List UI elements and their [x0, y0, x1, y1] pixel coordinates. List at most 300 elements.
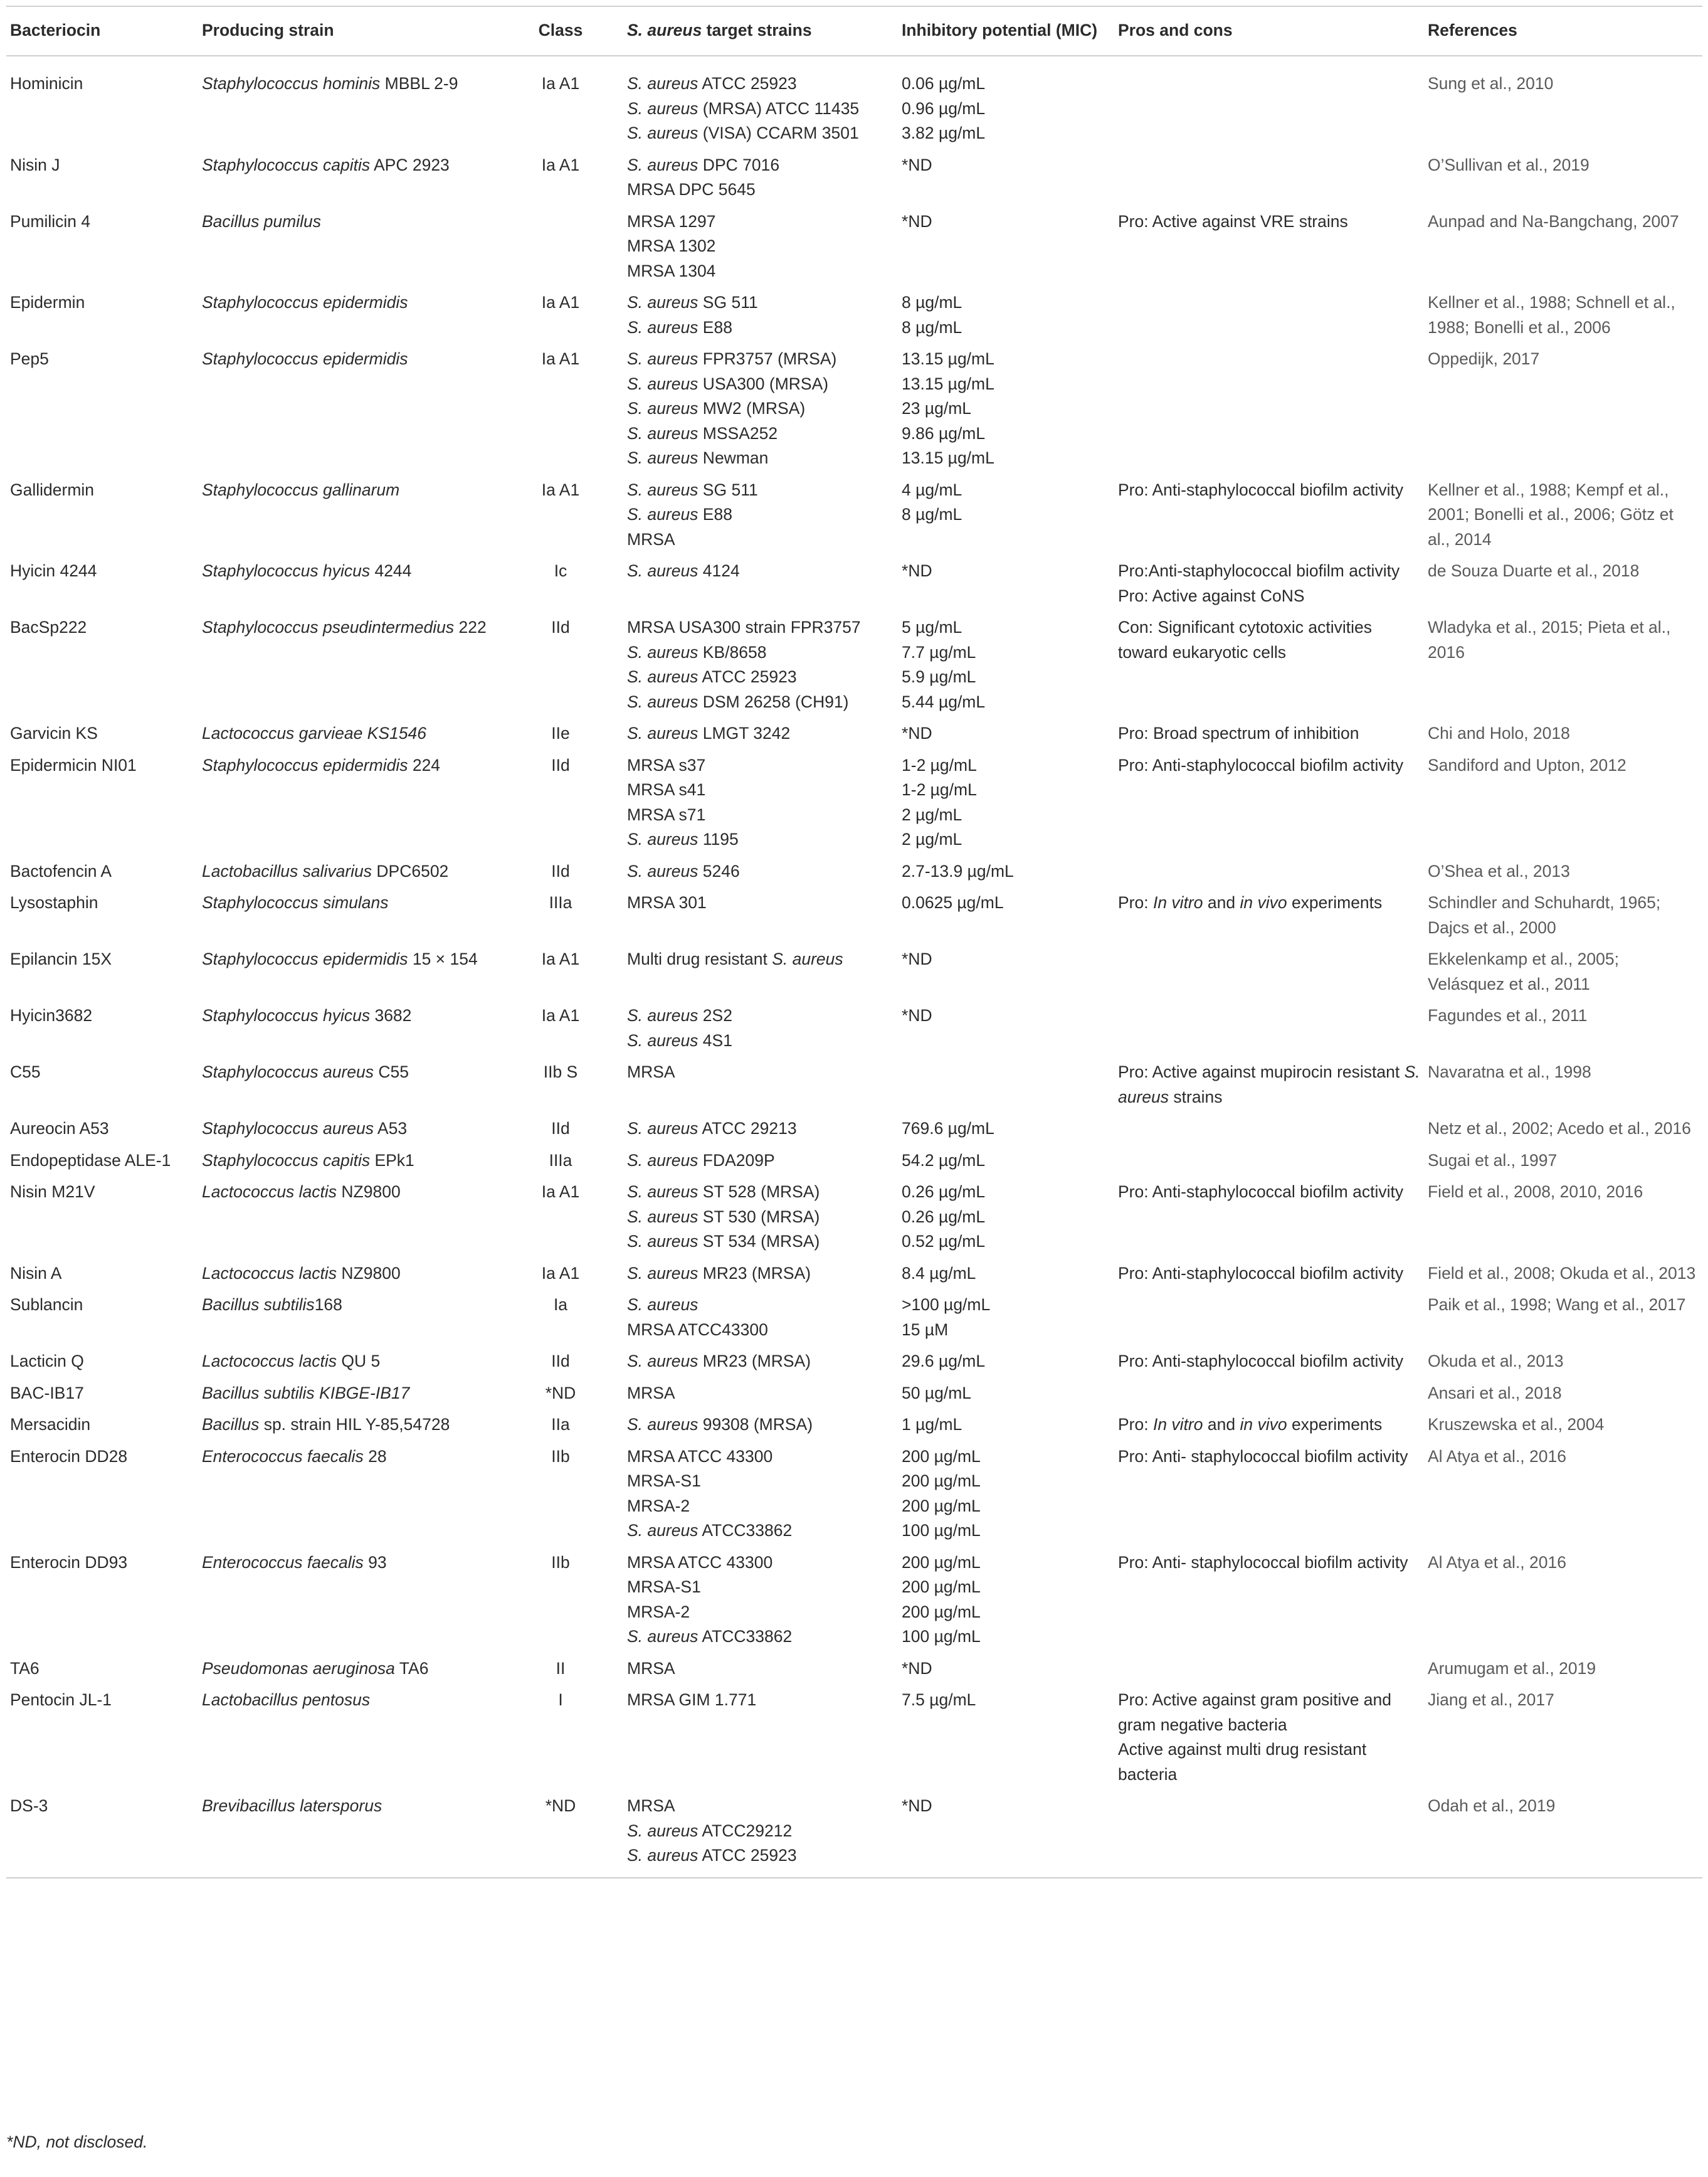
mic-value: 8 µg/mL — [902, 317, 962, 337]
table-row — [6, 1345, 1702, 1377]
producing-strain-text: DPC6502 — [372, 861, 449, 881]
producing-strain-text: Lactococcus lactis — [202, 1352, 337, 1370]
bacteriocin-name: Hyicin 4244 — [10, 561, 97, 580]
target-strain-line-text: S. aureus — [627, 642, 698, 662]
target-strain-line — [627, 721, 894, 746]
pros-cons-cell — [1114, 855, 1424, 887]
mic-value: 100 µg/mL — [902, 1521, 981, 1540]
target-strain-line — [627, 1600, 894, 1625]
mic-value: 5.9 µg/mL — [902, 667, 976, 686]
mic-cell — [898, 1176, 1114, 1258]
target-strain-line-text: ATCC33862 — [698, 1627, 793, 1646]
target-strain-line-text: MRSA — [627, 1062, 675, 1081]
table-row — [6, 1289, 1702, 1345]
target-strain-line-text: ST 534 (MRSA) — [698, 1232, 820, 1251]
target-strain-line — [627, 1624, 894, 1650]
mic-cell — [898, 149, 1114, 206]
producing-strain-text: Staphylococcus capitis — [202, 1150, 371, 1170]
bacteriocin-name: Hominicin — [10, 74, 83, 93]
class-cell — [498, 1790, 623, 1878]
producing-strain-cell — [198, 1377, 498, 1409]
bacteriocin-name-cell — [6, 750, 198, 855]
bacteriocin-name-cell — [6, 1441, 198, 1547]
references-cell — [1424, 943, 1702, 1000]
class-value: IIb S — [543, 1062, 578, 1081]
pros-cons-line-text: Pro: Broad spectrum of inhibition — [1118, 724, 1359, 743]
target-strain-line — [627, 446, 894, 471]
mic-value: *ND — [902, 211, 932, 231]
table-row — [6, 287, 1702, 343]
header-bacteriocin: Bacteriocin — [6, 6, 198, 56]
pros-cons-line-text: Pro: Anti- staphylococcal biofilm activity — [1118, 1446, 1408, 1466]
class-cell — [498, 1145, 623, 1177]
mic-value: *ND — [902, 1006, 932, 1025]
pros-cons-line — [1118, 584, 1420, 609]
header-row — [6, 6, 1702, 56]
target-strain-line-text: S. aureus — [627, 1232, 698, 1251]
target-strain-line-text: MRSA USA300 strain FPR3757 — [627, 618, 861, 637]
target-strain-line-text: S. aureus — [627, 692, 698, 711]
target-strain-line — [627, 690, 894, 715]
bacteriocin-name: Enterocin DD28 — [10, 1446, 128, 1466]
producing-strain-text: 15 × 154 — [408, 950, 478, 968]
target-strain-line-text: Multi drug resistant — [627, 950, 772, 968]
bacteriocin-name: Epilancin 15X — [10, 950, 112, 968]
target-strain-line-text: DPC 7016 — [698, 155, 780, 174]
producing-strain-text: NZ9800 — [337, 1182, 401, 1201]
mic-cell — [898, 1653, 1114, 1685]
mic-cell — [898, 56, 1114, 149]
reference-text: Aunpad and Na-Bangchang, 2007 — [1428, 211, 1679, 231]
class-cell — [498, 887, 623, 943]
target-strain-line-text: (MRSA) ATCC 11435 — [698, 98, 860, 118]
mic-value: 13.15 µg/mL — [902, 374, 994, 393]
target-strain-line — [627, 153, 894, 178]
table-row — [6, 1258, 1702, 1290]
reference-text: Sugai et al., 1997 — [1428, 1150, 1558, 1170]
target-strains-cell — [623, 1345, 898, 1377]
target-strain-line — [627, 315, 894, 341]
producing-strain-text: A53 — [374, 1119, 408, 1138]
target-strain-line-text: S. aureus — [627, 480, 698, 499]
mic-cell — [898, 943, 1114, 1000]
pros-cons-line — [1118, 1180, 1420, 1205]
target-strain-line — [627, 259, 894, 284]
mic-value: 54.2 µg/mL — [902, 1150, 986, 1170]
mic-cell — [898, 1113, 1114, 1145]
producing-strain-text: 3682 — [370, 1006, 412, 1025]
target-strain-line-text: S. aureus — [627, 399, 698, 418]
target-strain-line-text: S. aureus — [627, 505, 698, 524]
bacteriocin-name-cell — [6, 1000, 198, 1056]
producing-strain-text: QU 5 — [337, 1352, 381, 1370]
target-strain-line — [627, 502, 894, 527]
mic-cell — [898, 855, 1114, 887]
pros-cons-line-text: In vitro — [1152, 1415, 1203, 1434]
target-strains-cell — [623, 1176, 898, 1258]
target-strains-cell — [623, 1409, 898, 1441]
table-row — [6, 1377, 1702, 1409]
pros-cons-cell — [1114, 1377, 1424, 1409]
mic-value: 50 µg/mL — [902, 1383, 972, 1402]
header-target-strains — [623, 6, 898, 56]
references-cell — [1424, 149, 1702, 206]
producing-strain-cell — [198, 1653, 498, 1685]
pros-cons-cell — [1114, 1258, 1424, 1290]
class-cell — [498, 1176, 623, 1258]
target-strain-line — [627, 803, 894, 828]
target-strain-line-text: S. aureus — [627, 423, 698, 443]
producing-strain-text: Bacillus — [202, 1415, 260, 1434]
mic-cell — [898, 1000, 1114, 1056]
target-strain-line — [627, 1819, 894, 1844]
table-row — [6, 943, 1702, 1000]
producing-strain-text: sp. strain HIL Y-85,54728 — [259, 1415, 450, 1434]
producing-strain-cell — [198, 718, 498, 750]
target-strain-line-text: S. aureus — [627, 155, 698, 174]
producing-strain-text: Lactobacillus salivarius — [202, 861, 372, 881]
pros-cons-line-text: Pro: Active against gram positive and gram negative bacteria — [1118, 1690, 1392, 1734]
bacteriocin-name: Gallidermin — [10, 480, 95, 499]
bacteriocin-name: Mersacidin — [10, 1415, 91, 1434]
target-strain-line-text: 4124 — [698, 561, 740, 580]
references-cell — [1424, 718, 1702, 750]
bacteriocin-name-cell — [6, 1145, 198, 1177]
producing-strain-cell — [198, 1113, 498, 1145]
pros-cons-line — [1118, 1444, 1420, 1470]
bacteriocin-name: BacSp222 — [10, 618, 87, 637]
table-row — [6, 1056, 1702, 1113]
class-value: Ia A1 — [541, 1182, 580, 1201]
table-row — [6, 1653, 1702, 1685]
bacteriocin-name-cell — [6, 612, 198, 718]
mic-value: 23 µg/mL — [902, 399, 972, 418]
target-strain-line-text: ATCC33862 — [698, 1521, 793, 1540]
reference-text: Kellner et al., 1988; Schnell et al., 1988; Bonelli et al., 2006 — [1428, 293, 1675, 337]
mic-cell — [898, 1377, 1114, 1409]
target-strain-line — [627, 1004, 894, 1029]
bacteriocin-name-cell — [6, 943, 198, 1000]
producing-strain-text: 222 — [454, 618, 487, 637]
class-cell — [498, 1409, 623, 1441]
producing-strain-text: Pseudomonas aeruginosa — [202, 1658, 395, 1678]
reference-text: Wladyka et al., 2015; Pieta et al., 2016 — [1428, 618, 1671, 662]
producing-strain-text: APC 2923 — [370, 155, 450, 174]
class-cell — [498, 56, 623, 149]
producing-strain-cell — [198, 1345, 498, 1377]
pros-cons-cell — [1114, 56, 1424, 149]
target-strain-line-text: MRSA s37 — [627, 755, 706, 775]
target-strains-cell — [623, 206, 898, 287]
target-strain-line-text: SG 511 — [698, 293, 758, 312]
target-strain-line-text: ATCC 25923 — [698, 1846, 797, 1865]
bacteriocin-name-cell — [6, 206, 198, 287]
producing-strain-cell — [198, 287, 498, 343]
producing-strain-text: Staphylococcus simulans — [202, 893, 389, 912]
target-strain-line — [627, 290, 894, 315]
producing-strain-text: Staphylococcus aureus — [202, 1062, 374, 1081]
producing-strain-text: Staphylococcus epidermidis — [202, 755, 408, 775]
bacteriocin-name: Pentocin JL-1 — [10, 1690, 112, 1709]
target-strain-line-text: MRSA DPC 5645 — [627, 180, 756, 199]
mic-cell — [898, 343, 1114, 474]
target-strain-line-text: MRSA s71 — [627, 805, 706, 824]
references-cell — [1424, 1409, 1702, 1441]
mic-cell — [898, 718, 1114, 750]
mic-cell — [898, 1345, 1114, 1377]
class-value: Ia A1 — [541, 74, 580, 93]
pros-cons-line-text: Pro: Active against VRE strains — [1118, 211, 1348, 231]
target-strain-line-text: S. aureus — [627, 1263, 698, 1283]
mic-value: 29.6 µg/mL — [902, 1352, 986, 1370]
class-cell — [498, 1684, 623, 1790]
reference-text: Ansari et al., 2018 — [1428, 1383, 1562, 1402]
mic-value: 8.4 µg/mL — [902, 1263, 976, 1283]
target-strain-line — [627, 421, 894, 447]
mic-value: *ND — [902, 155, 932, 174]
target-strain-line — [627, 615, 894, 640]
bacteriocin-name-cell — [6, 1684, 198, 1790]
target-strains-cell — [623, 612, 898, 718]
target-strain-line-text: 4S1 — [698, 1030, 732, 1050]
bacteriocin-name: DS-3 — [10, 1796, 48, 1815]
references-cell — [1424, 1441, 1702, 1547]
producing-strain-cell — [198, 1056, 498, 1113]
references-cell — [1424, 1547, 1702, 1653]
target-strain-line-text: 1195 — [698, 830, 739, 849]
mic-value: 0.26 µg/mL — [902, 1207, 986, 1226]
class-value: Ia A1 — [541, 155, 580, 174]
references-cell — [1424, 612, 1702, 718]
target-strains-cell — [623, 1441, 898, 1547]
mic-value: 15 µM — [902, 1320, 949, 1339]
bacteriocin-name-cell — [6, 1289, 198, 1345]
target-strain-line-text: MRSA ATCC 43300 — [627, 1446, 773, 1466]
target-strain-line — [627, 947, 894, 972]
target-strain-line-text: S. aureus — [627, 667, 698, 686]
pros-cons-line-text: Pro: Active against CoNS — [1118, 586, 1305, 605]
mic-cell — [898, 1790, 1114, 1878]
target-strain-line — [627, 97, 894, 122]
target-strain-line — [627, 1656, 894, 1682]
pros-cons-cell — [1114, 1790, 1424, 1878]
class-value: Ia A1 — [541, 480, 580, 499]
class-value: IIe — [551, 724, 570, 743]
target-strain-line-text: S. aureus — [627, 1846, 698, 1865]
target-strain-line — [627, 478, 894, 503]
pros-cons-line-text: Pro: Anti-staphylococcal biofilm activity — [1118, 755, 1404, 775]
target-strain-line-text: S. aureus — [627, 1182, 698, 1201]
bacteriocin-name-cell — [6, 1113, 198, 1145]
references-cell — [1424, 287, 1702, 343]
producing-strain-text: 4244 — [370, 561, 412, 580]
target-strains-cell — [623, 1258, 898, 1290]
producing-strain-text: Lactococcus garvieae KS1546 — [202, 724, 426, 743]
mic-cell — [898, 612, 1114, 718]
reference-text: O’Shea et al., 2013 — [1428, 861, 1570, 881]
bacteriocin-name-cell — [6, 718, 198, 750]
target-strain-line-text: MRSA 1297 — [627, 211, 716, 231]
class-value: IId — [551, 618, 570, 637]
target-strain-line-text: S. aureus — [627, 1521, 698, 1540]
target-strain-line-text: MRSA — [627, 1796, 675, 1815]
target-strain-line-text: SG 511 — [698, 480, 758, 499]
table-footnote: *ND, not disclosed. — [6, 2132, 148, 2151]
bacteriocin-name-cell — [6, 1547, 198, 1653]
mic-value: 13.15 µg/mL — [902, 349, 994, 368]
references-cell — [1424, 1684, 1702, 1790]
bacteriocin-name: Enterocin DD93 — [10, 1552, 128, 1572]
target-strain-line-text: S. aureus — [627, 98, 698, 118]
pros-cons-line-text: in vivo — [1240, 893, 1287, 912]
reference-text: Schindler and Schuhardt, 1965; Dajcs et al., 2000 — [1428, 893, 1661, 937]
bacteriocin-name: Nisin J — [10, 155, 60, 174]
target-strain-line-text: S. aureus — [627, 724, 698, 743]
target-strain-line-text: S. aureus — [627, 124, 698, 142]
mic-cell — [898, 206, 1114, 287]
references-cell — [1424, 1176, 1702, 1258]
bacteriocin-name-cell — [6, 1653, 198, 1685]
target-strain-line-text: ATCC 25923 — [698, 667, 797, 686]
pros-cons-line-text: S. aureus — [1118, 1062, 1420, 1106]
target-strain-line — [627, 209, 894, 235]
target-strain-line-text: S. aureus — [627, 1207, 698, 1226]
pros-cons-cell — [1114, 1441, 1424, 1547]
pros-cons-cell — [1114, 1345, 1424, 1377]
bacteriocin-name-cell — [6, 1258, 198, 1290]
pros-cons-line-text: in vivo — [1240, 1415, 1287, 1434]
class-value: Ic — [554, 561, 567, 580]
bacteriocin-name-cell — [6, 287, 198, 343]
header-target-italic: S. aureus — [627, 21, 702, 40]
class-cell — [498, 1441, 623, 1547]
bacteriocin-name: Epidermin — [10, 293, 85, 312]
pros-cons-cell — [1114, 1056, 1424, 1113]
target-strain-line — [627, 1381, 894, 1406]
bacteriocin-name: Garvicin KS — [10, 724, 98, 743]
mic-value: 7.7 µg/mL — [902, 642, 976, 662]
target-strain-line — [627, 1843, 894, 1868]
target-strains-cell — [623, 718, 898, 750]
target-strain-line-text: FDA209P — [698, 1150, 775, 1170]
table-header — [6, 6, 1702, 56]
bacteriocin-name-cell — [6, 474, 198, 556]
producing-strain-text: Staphylococcus hominis — [202, 74, 381, 93]
target-strain-line-text: MRSA ATCC 43300 — [627, 1552, 773, 1572]
target-strain-line — [627, 1229, 894, 1254]
class-cell — [498, 474, 623, 556]
target-strain-line-text: S. aureus — [627, 1006, 698, 1025]
reference-text: Jiang et al., 2017 — [1428, 1690, 1554, 1709]
target-strains-cell — [623, 1145, 898, 1177]
target-strain-line — [627, 1318, 894, 1343]
mic-value: 0.06 µg/mL — [902, 74, 986, 93]
pros-cons-line-text: and — [1203, 893, 1240, 912]
bacteriocin-name-cell — [6, 1377, 198, 1409]
header-pros-cons: Pros and cons — [1114, 6, 1424, 56]
producing-strain-text: Brevibacillus latersporus — [202, 1796, 382, 1815]
references-cell — [1424, 474, 1702, 556]
pros-cons-line-text: Pro: — [1118, 893, 1153, 912]
pros-cons-line — [1118, 1261, 1420, 1286]
reference-text: Sandiford and Upton, 2012 — [1428, 755, 1626, 775]
table-row — [6, 1113, 1702, 1145]
bacteriocin-name: C55 — [10, 1062, 41, 1081]
pros-cons-cell — [1114, 287, 1424, 343]
pros-cons-cell — [1114, 206, 1424, 287]
producing-strain-cell — [198, 555, 498, 612]
producing-strain-text: Enterococcus faecalis — [202, 1446, 364, 1466]
target-strain-line — [627, 559, 894, 584]
target-strains-cell — [623, 1653, 898, 1685]
pros-cons-line — [1118, 1688, 1420, 1737]
document-page — [6, 6, 1702, 1878]
target-strain-line — [627, 859, 894, 884]
pros-cons-line — [1118, 209, 1420, 235]
class-cell — [498, 612, 623, 718]
bacteriocin-name: Pumilicin 4 — [10, 211, 91, 231]
references-cell — [1424, 555, 1702, 612]
mic-value: >100 µg/mL — [902, 1295, 991, 1314]
target-strain-line — [627, 177, 894, 203]
class-cell — [498, 1289, 623, 1345]
table-row — [6, 612, 1702, 718]
mic-cell — [898, 1145, 1114, 1177]
reference-text: Netz et al., 2002; Acedo et al., 2016 — [1428, 1119, 1691, 1138]
table-row — [6, 1145, 1702, 1177]
target-strains-cell — [623, 1056, 898, 1113]
mic-value: 0.26 µg/mL — [902, 1182, 986, 1201]
target-strain-line-text: MR23 (MRSA) — [698, 1263, 811, 1283]
pros-cons-cell — [1114, 149, 1424, 206]
pros-cons-cell — [1114, 1547, 1424, 1653]
target-strain-line — [627, 1349, 894, 1374]
target-strain-line-text: ST 530 (MRSA) — [698, 1207, 820, 1226]
target-strain-line-text: S. aureus — [627, 293, 698, 312]
producing-strain-cell — [198, 1289, 498, 1345]
target-strain-line-text: ATCC 29213 — [698, 1119, 797, 1138]
class-value: Ia A1 — [541, 1006, 580, 1025]
references-cell — [1424, 1145, 1702, 1177]
bacteriocin-name: Lacticin Q — [10, 1352, 84, 1370]
table-row — [6, 343, 1702, 474]
target-strain-line-text: S. aureus — [627, 1352, 698, 1370]
target-strains-cell — [623, 474, 898, 556]
producing-strain-text: Staphylococcus hyicus — [202, 561, 371, 580]
mic-cell — [898, 1441, 1114, 1547]
target-strain-line-text: MRSA-2 — [627, 1602, 690, 1621]
class-cell — [498, 943, 623, 1000]
class-value: IIIa — [549, 1150, 572, 1170]
mic-value: 200 µg/mL — [902, 1471, 981, 1490]
reference-text: Okuda et al., 2013 — [1428, 1352, 1564, 1370]
table-row — [6, 474, 1702, 556]
references-cell — [1424, 1653, 1702, 1685]
target-strain-line-text: S. aureus — [627, 1821, 698, 1840]
producing-strain-text: Staphylococcus pseudintermedius — [202, 618, 455, 637]
mic-cell — [898, 1289, 1114, 1345]
target-strain-line — [627, 1261, 894, 1286]
class-cell — [498, 1653, 623, 1685]
target-strains-cell — [623, 1113, 898, 1145]
target-strain-line-text: MRSA s41 — [627, 780, 706, 799]
producing-strain-cell — [198, 1790, 498, 1878]
mic-value: *ND — [902, 561, 932, 580]
bacteriocin-name-cell — [6, 343, 198, 474]
mic-cell — [898, 555, 1114, 612]
target-strain-line — [627, 1412, 894, 1438]
target-strain-line-text: S. aureus — [627, 1030, 698, 1050]
